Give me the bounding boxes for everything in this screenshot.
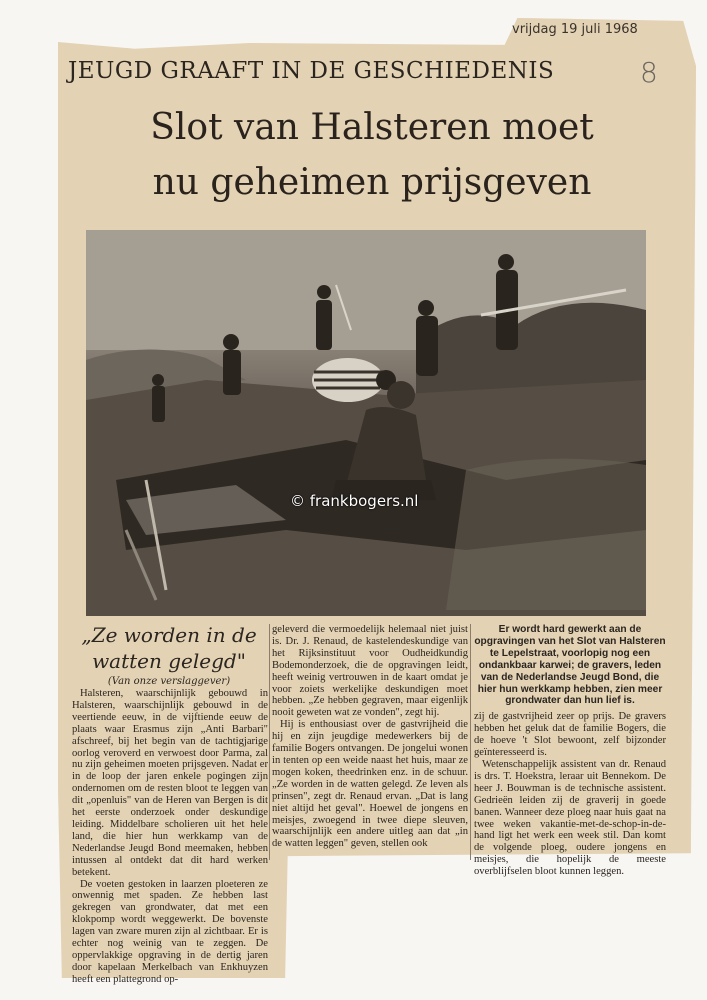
article-column-1 [72,688,268,986]
byline: (Van onze verslaggever) [107,676,231,687]
subhead-line-2: watten gelegd" [92,649,246,673]
paragraph: De voeten gestoken in laarzen ploeteren ze onwennig met spaden. Ze hebben last gekregen van grondwater, dat met een klokpomp wordt weggewerkt. De bovenste lagen van zware muren zijn al zichtbaar. Er is echter nog weinig van te zeggen. De oppervlakkige opgraving in de dertig jaren door kapelaan Merkelbach van Enkhuyzen heeft een plattegrond op- [72,878,268,985]
paragraph: zij de gastvrijheid zeer op prijs. De gravers hebben het geluk dat de familie Bogers, die de hoeve 't Slot bewoont, zelf bijzonder geïnteresseerd is. [474,711,666,759]
main-headline [72,100,672,210]
column-divider [269,624,270,860]
photo-caption: Er wordt hard gewerkt aan de opgravingen van het Slot van Halsteren te Lepelstraat, voorlopig nog een ondankbaar karwei; de gravers, leden van de Nederlandse Jeugd Bond, die hier hun werkkamp hebben, zien meer grondwater dan hun lief is. [474,624,666,707]
subhead-line-1: „Ze worden in de [81,623,257,647]
headline-line-1: Slot van Halsteren moet [150,107,594,148]
paragraph: Halsteren, waarschijnlijk gebouwd in Halsteren, waarschijnlijk gebouwd in de veertiende eeuw, in de vijftiende eeuw de plaats waar Erasmus zijn „Anti Barbari" afschreef, bij het begin van de tachtigjarige oorlog veroverd en verwoest door Parma, zal nu zijn geheimen moeten prijsgeven. Nadat er in de loop der jaren enkele pogingen zijn ondernomen om de resten bloot te leggen van dit „openluis" van de Heren van Bergen is dit het eerste onderzoek onder deskundige leiding. Middelbare scholieren uit het hele land, die hier hun werkkamp van de Nederlandse Jeugd Bond meemaken, hebben intussen al ontdekt dat dit hard werken betekent. [72,688,268,878]
article-column-3 [474,624,666,878]
article-column-2 [272,624,468,850]
paragraph: Wetenschappelijk assistent van dr. Renaud is drs. T. Hoekstra, leraar uit Bennekom. De heer J. Bouwman is de technische assistent. Gedrieën leiden zij de graverij in goede banen. Wanneer deze ploeg naar huis gaat na twee weken vakantie-met-de-schop-in-de-hand ligt het werk een week stil. Dan komt de volgende ploeg, oudere jongens en meisjes, die hopelijk de meeste overblijfselen bloot kunnen leggen. [474,758,666,878]
paragraph: Hij is enthousiast over de gastvrijheid die hij en zijn jeugdige medewerkers bij de familie Bogers ontvangen. De jongelui wonen in tenten op een weide naast het huis, maar ze mogen koken, theedrinken enz. in de schuur. „Ze worden in de watten gelegd. Ze leven als prinsen", zegt dr. Renaud ervan. „Dat is lang niet altijd het geval". Hoewel de jongens en meisjes, zwoegend in twee diepe sleuven, waarschijnlijk een andere uitleg aan dat „in de watten leggen" geven, stellen ook [272,719,468,850]
kicker-headline: JEUGD GRAAFT IN DE GESCHIEDENIS [68,58,555,84]
paragraph: geleverd die vermoedelijk helemaal niet juist is. Dr. J. Renaud, de kastelendeskundige van het Rijksinstituut voor Oudheidkundig Bodemonderzoek, die de opgravingen leidt, heeft weinig vertrouwen in de kaart omdat je voor zoiets werkelijke deskundigen moet hebben. „Ze hebben gegraven, maar eigenlijk nooit geweten wat ze vonden", zegt hij. [272,624,468,719]
publication-date: vrijdag 19 juli 1968 [512,22,638,37]
page-number-handwritten: 8 [640,56,658,89]
column-divider [470,624,471,860]
article-subhead [72,622,266,674]
headline-line-2: nu geheimen prijsgeven [152,162,592,203]
copyright-watermark: © frankbogers.nl [290,492,419,510]
excavation-photo [86,230,646,616]
excavation-scene-illustration [86,230,646,616]
